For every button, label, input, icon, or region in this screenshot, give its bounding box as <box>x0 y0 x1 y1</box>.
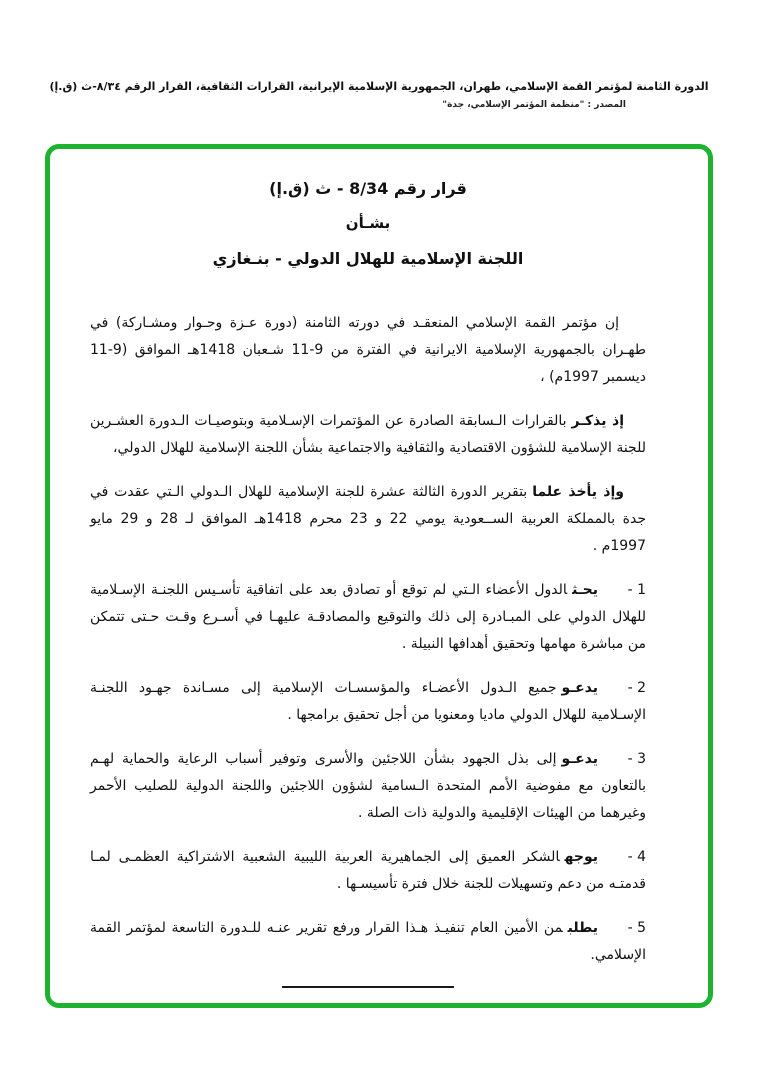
item-lead: يدعـو <box>561 751 598 767</box>
item-text: إلى بذل الجهود بشأن اللاجئين والأسرى وتوفير أسباب الرعاية والحماية لهـم بالتعاون مع مفوضية الأمم المتحدة الـسامية لشؤون اللاجئين واللجنة الدولية للصليب الأحمر وغيرهما من الهيئات الإقليمية والدولية ذات الصلة . <box>90 751 646 821</box>
document-frame <box>45 144 713 1008</box>
footer-divider <box>282 986 454 988</box>
resolution-subject-title: اللجنة الإسلامية للهلال الدولي - بنـغازي <box>212 249 524 268</box>
document-content <box>50 149 708 988</box>
resolution-item-1 <box>90 577 646 658</box>
item-text: من الأمين العام تنفيـذ هـذا القرار ورفع تقرير عنـه للـدورة التاسعة لمؤتمر القمة الإسلامي. <box>90 920 646 963</box>
item-number: 3 - <box>627 751 646 767</box>
item-text: الدول الأعضاء الـتي لم توقع أو تصادق بعد على اتفاقية تأسـيس اللجنـة الإسـلامية للهلال الدولي على المبـادرة إلى ذلك والتوقيع والمصادقـة عليهـا في أسـرع وقـت حـتى تتمكن من مباشرة مهامها وتحقيق أهدافها النبيلة . <box>90 582 646 652</box>
source-line: المصدر : "منظمة المؤتمر الإسلامي، جدة" <box>442 100 626 110</box>
resolution-subject-label: بشـأن <box>345 214 391 232</box>
resolution-item-3 <box>90 746 646 827</box>
item-lead: يطلب <box>567 920 598 936</box>
item-text: جميع الـدول الأعضـاء والمؤسسـات الإسلامية إلى مسـاندة جهـود اللجنـة الإسـلامية للهلال الدولي ماديا ومعنويا من أجل تحقيق برامجها . <box>90 680 646 723</box>
item-text: الشكر العميق إلى الجماهيرية العربية الليبية الشعبية الاشتراكية العظمـى لمـا قدمتـه من دعم وتسهيلات للجنة خلال فترة تأسيسـها . <box>90 849 646 892</box>
preamble-paragraph-1 <box>90 310 646 391</box>
paragraph-lead: وإذ يأخذ علما <box>532 484 624 500</box>
paragraph-text: بالقرارات الـسابقة الصادرة عن المؤتمرات الإسـلامية وبتوصيـات الـدورة العشـرين للجنة الإسلامية للشؤون الاقتصادية والثقافية والاجتماعية بشأن اللجنة الإسلامية للهلال الدولي، <box>90 413 646 456</box>
item-number: 1 - <box>627 582 646 598</box>
item-number: 2 - <box>627 680 646 696</box>
item-number: 4 - <box>627 849 646 865</box>
preamble-paragraph-3 <box>90 479 646 560</box>
resolution-item-4 <box>90 844 646 898</box>
paragraph-text: إن مؤتمر القمة الإسلامي المنعقـد في دورته الثامنة (دورة عـزة وحـوار ومشـاركة) في طهـران بالجمهورية الإسلامية الايرانية في الفترة من 9-11 شـعبان 1418هـ الموافق (9-11 ديسمبر 1997م) ، <box>90 315 647 385</box>
item-lead: يوجه <box>564 849 598 865</box>
resolution-item-2 <box>90 675 646 729</box>
document-header-line: الدورة الثامنة لمؤتمر القمة الإسلامي، طهران، الجمهورية الإسلامية الإيرانية، القرارات الثقافية، القرار الرقم ٨/٣٤-ث (ق.إ) <box>49 80 709 93</box>
preamble-paragraph-2 <box>90 408 646 462</box>
paragraph-text: بتقرير الدورة الثالثة عشرة للجنة الإسلامية للهلال الـدولي الـتي عقدت في جدة بالمملكة العربية الســعودية يومي 22 و 23 محرم 1418هـ الموافق لـ 28 و 29 مايو 1997م . <box>90 484 646 554</box>
paragraph-lead: إذ يذكـر <box>571 413 624 429</box>
resolution-number-title: قرار رقم 8/34 - ث (ق.إ) <box>269 179 467 198</box>
item-number: 5 - <box>627 920 646 936</box>
resolution-item-5 <box>90 915 646 969</box>
item-lead: يحـث <box>572 582 598 598</box>
item-lead: يدعـو <box>561 680 598 696</box>
